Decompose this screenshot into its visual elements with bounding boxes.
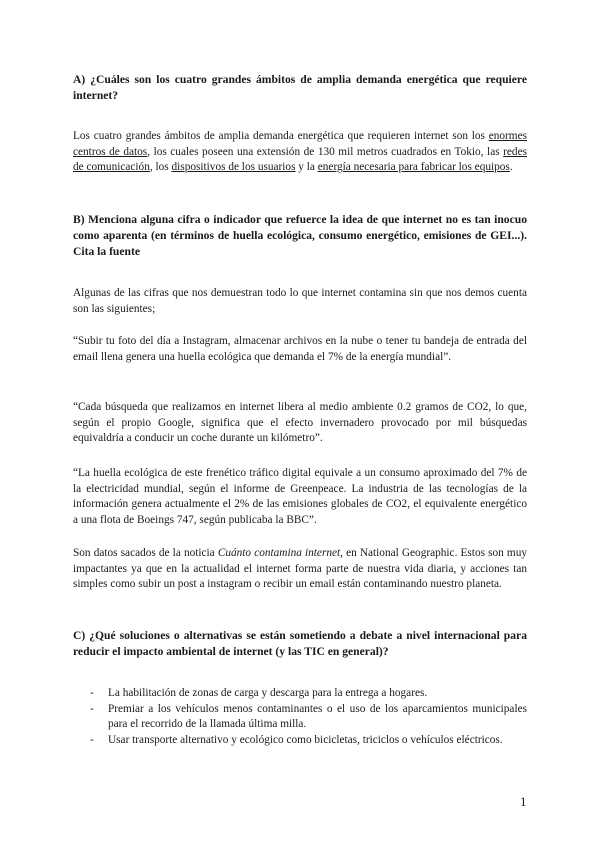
source-paragraph — [73, 546, 527, 593]
bullet-dash: - — [90, 687, 94, 699]
answer-a — [73, 129, 527, 176]
source-article-title: Cuánto contamina internet, — [217, 547, 343, 559]
list-item-text: Premiar a los vehículos menos contaminantes o el uso de los aparcamientos municipales para el recorrido de la llamada última milla. — [108, 702, 527, 731]
link-redes-comunicacion[interactable]: redes de comunicación — [73, 145, 527, 174]
question-c: C) ¿Qué soluciones o alternativas se están sometiendo a debate a nivel internacional para reducir el impacto ambiental de internet (y las TIC en general)? — [73, 629, 527, 658]
source-text-pre: Son datos sacados de la noticia — [73, 547, 218, 559]
bullet-dash: - — [90, 733, 94, 746]
link-centros-datos[interactable]: enormes centros de datos — [73, 130, 527, 158]
list-item — [73, 686, 527, 702]
answer-b-intro: Algunas de las cifras que nos demuestran todo lo que internet contamina sin que nos demos cuenta son las siguientes; — [73, 287, 527, 315]
answer-a-text-2: , los cuales poseen una extensión de 130 mil metros cuadrados en Tokio, las — [147, 145, 504, 158]
answer-a-text-3: , los — [149, 161, 172, 174]
bullet-dash: - — [90, 702, 94, 715]
answer-a-text-4: y la — [295, 161, 318, 174]
quote-greenpeace: “La huella ecológica de este frenético tráfico digital equivale a un consumo aproximado del 7% de la electricidad mundial, según el informe de Greenpeace. La industria de las tecnologías de la información genera actualmente el 2% de las emisiones globales de CO2, el equivalente energético a una flota de Boeings 747, según publicaba la BBC”. — [73, 467, 527, 526]
solutions-list — [73, 686, 527, 748]
answer-a-text-1: Los cuatro grandes ámbitos de amplia demanda energética que requieren internet son los — [73, 130, 489, 142]
link-energia-equipos[interactable]: energía necesaria para fabricar los equipos — [317, 161, 510, 174]
link-dispositivos-usuarios[interactable]: dispositivos de los usuarios — [171, 161, 296, 174]
list-item-text: La habilitación de zonas de carga y descarga para la entrega a hogares. — [108, 687, 428, 699]
answer-a-text-5: . — [509, 161, 513, 174]
question-b: B) Menciona alguna cifra o indicador que refuerce la idea de que internet no es tan inocuo como aparenta (en términos de huella ecológica, consumo energético, emisiones de GEI...). Cita la fuente — [73, 213, 527, 258]
quote-instagram: “Subir tu foto del día a Instagram, almacenar archivos en la nube o tener tu bandeja de entrada del email llena genera una huella ecológica que demanda el 7% de la energía mundial”. — [73, 335, 527, 363]
quote-google: “Cada búsqueda que realizamos en internet libera al medio ambiente 0.2 gramos de CO2, lo que, según el propio Google, significa que el efecto invernadero provocado por mil búsquedas equivaldría a conducir un coche durante un kilómetro”. — [73, 401, 527, 445]
list-item — [73, 733, 527, 749]
source-text-post: en National Geographic. Estos son muy impactantes ya que en la actualidad el internet forma parte de nuestra vida diaria, y acciones tan simples como subir un post a instagram o recibir un email están contaminando nuestro planeta. — [73, 547, 527, 591]
question-a: A) ¿Cuáles son los cuatro grandes ámbitos de amplia demanda energética que requiere internet? — [73, 73, 527, 102]
list-item-text: Usar transporte alternativo y ecológico como bicicletas, triciclos o vehículos eléctricos. — [108, 733, 503, 746]
list-item — [73, 702, 527, 733]
page-number: 1 — [520, 794, 527, 809]
